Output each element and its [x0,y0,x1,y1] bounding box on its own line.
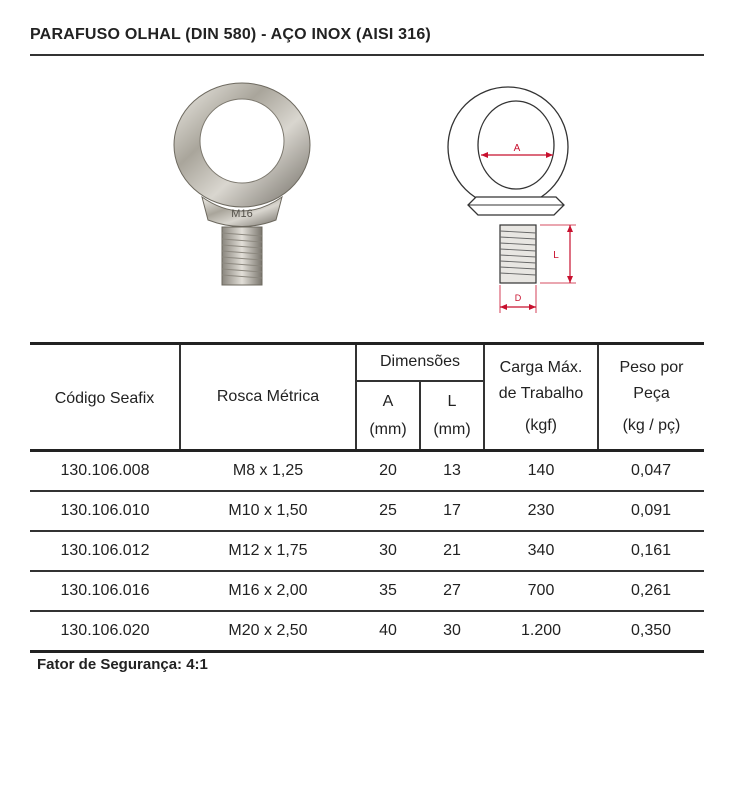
cell-rosca: M16 x 2,00 [180,571,356,611]
cell-carga: 230 [484,491,598,531]
table-row [30,531,704,571]
dimension-l-label: L [553,250,559,261]
cell-peso: 0,261 [598,571,704,611]
cell-codigo: 130.106.010 [30,491,180,531]
header-peso: Peso por Peça (kg / pç) [598,344,704,451]
header-dimensoes: Dimensões [356,344,484,381]
cell-l: 13 [420,451,484,492]
table-row [30,491,704,531]
table-row [30,571,704,611]
cell-carga: 340 [484,531,598,571]
cell-l: 17 [420,491,484,531]
cell-peso: 0,161 [598,531,704,571]
cell-rosca: M10 x 1,50 [180,491,356,531]
cell-a: 40 [356,611,420,652]
cell-carga: 140 [484,451,598,492]
cell-a: 20 [356,451,420,492]
photo-stamp-text: M16 [231,208,253,220]
cell-rosca: M20 x 2,50 [180,611,356,652]
page-title: PARAFUSO OLHAL (DIN 580) - AÇO INOX (AISI 316) [30,26,431,43]
cell-a: 30 [356,531,420,571]
cell-l: 21 [420,531,484,571]
cell-a: 25 [356,491,420,531]
eye-bolt-technical-drawing [436,85,586,320]
eye-bolt-photo [150,75,330,295]
header-codigo: Código Seafix [30,344,180,451]
header-rosca: Rosca Métrica [180,344,356,451]
cell-codigo: 130.106.012 [30,531,180,571]
dimension-d-label: D [514,293,522,303]
cell-carga: 700 [484,571,598,611]
cell-rosca: M12 x 1,75 [180,531,356,571]
header-a: A (mm) [356,381,420,451]
cell-peso: 0,047 [598,451,704,492]
table-row [30,611,704,652]
title-divider [30,54,704,56]
header-l: L (mm) [420,381,484,451]
cell-codigo: 130.106.008 [30,451,180,492]
dimension-a-label: A [513,143,521,154]
specification-table [30,342,704,653]
cell-peso: 0,350 [598,611,704,652]
table-row [30,451,704,492]
cell-peso: 0,091 [598,491,704,531]
cell-codigo: 130.106.020 [30,611,180,652]
cell-carga: 1.200 [484,611,598,652]
safety-factor-note: Fator de Segurança: 4:1 [37,656,208,673]
header-carga: Carga Máx. de Trabalho (kgf) [484,344,598,451]
cell-a: 35 [356,571,420,611]
cell-rosca: M8 x 1,25 [180,451,356,492]
cell-l: 30 [420,611,484,652]
cell-l: 27 [420,571,484,611]
cell-codigo: 130.106.016 [30,571,180,611]
